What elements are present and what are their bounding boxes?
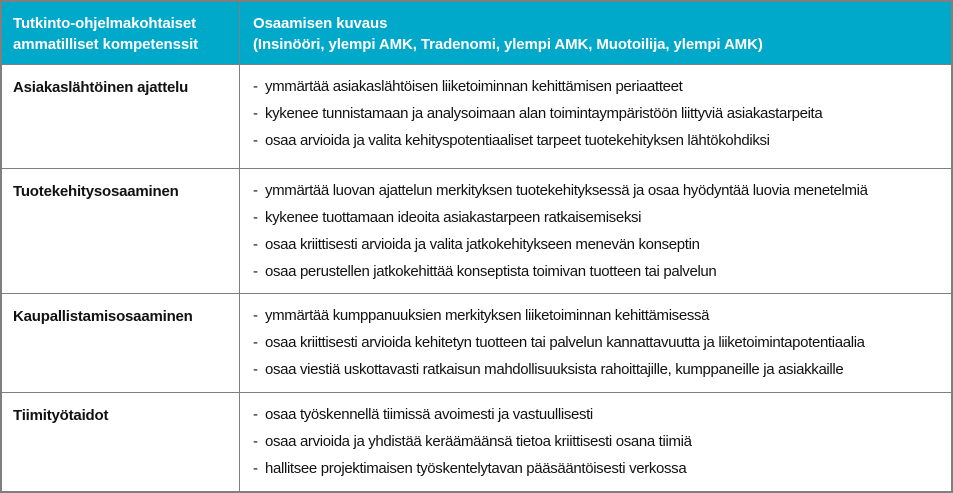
bullet-item [253, 78, 943, 96]
description-cell [240, 393, 951, 491]
header-description-title: Osaamisen kuvaus [253, 15, 388, 32]
table-header-row [2, 2, 951, 64]
bullet-item [253, 209, 943, 227]
bullet-dash: - [253, 460, 258, 477]
bullet-text: osaa työskennellä tiimissä avoimesti ja vastuullisesti [265, 406, 593, 423]
table-row-kaupallistamisosaaminen [2, 293, 951, 392]
bullet-item [253, 105, 943, 123]
bullet-item [253, 433, 943, 451]
bullet-item [253, 307, 943, 325]
table-row-tuotekehitysosaaminen [2, 168, 951, 293]
bullet-text: kykenee tunnistamaan ja analysoimaan alan toimintaympäristöön liittyviä asiakastarpeita [265, 105, 823, 122]
bullet-dash: - [253, 406, 258, 423]
bullet-text: ymmärtää luovan ajattelun merkityksen tuotekehityksessä ja osaa hyödyntää luovia menetelmiä [265, 182, 868, 199]
bullet-text: ymmärtää asiakaslähtöisen liiketoiminnan kehittämisen periaatteet [265, 78, 683, 95]
bullet-dash: - [253, 433, 258, 450]
bullet-item [253, 460, 943, 478]
bullet-item [253, 236, 943, 254]
competence-title: Kaupallistamisosaaminen [13, 308, 193, 325]
header-cell-description [240, 2, 951, 64]
bullet-item [253, 263, 943, 281]
bullet-item [253, 132, 943, 150]
bullet-text: kykenee tuottamaan ideoita asiakastarpeen ratkaisemiseksi [265, 209, 642, 226]
bullet-text: osaa viestiä uskottavasti ratkaisun mahdollisuuksista rahoittajille, kumppaneille ja asiakkaille [265, 361, 844, 378]
description-cell [240, 169, 951, 293]
bullet-dash: - [253, 132, 258, 149]
bullet-dash: - [253, 361, 258, 378]
competence-title: Tiimityötaidot [13, 407, 109, 424]
header-cell-competences [2, 2, 240, 64]
table-row-tiimityotaidot [2, 392, 951, 491]
bullet-dash: - [253, 263, 258, 280]
table-row-asiakaslahtoinen-ajattelu [2, 64, 951, 168]
bullet-dash: - [253, 236, 258, 253]
header-description-subtitle: (Insinööri, ylempi AMK, Tradenomi, ylempi AMK, Muotoilija, ylempi AMK) [253, 36, 763, 53]
bullet-text: osaa perustellen jatkokehittää konseptista toimivan tuotteen tai palvelun [265, 263, 717, 280]
bullet-dash: - [253, 334, 258, 351]
competence-cell [2, 169, 240, 293]
bullet-text: osaa kriittisesti arvioida kehitetyn tuotteen tai palvelun kannattavuutta ja liiketoimintapotentiaalia [265, 334, 865, 351]
bullet-dash: - [253, 78, 258, 95]
bullet-text: osaa arvioida ja valita kehityspotentiaaliset tarpeet tuotekehityksen lähtökohdiksi [265, 132, 770, 149]
bullet-text: osaa kriittisesti arvioida ja valita jatkokehitykseen menevän konseptin [265, 236, 700, 253]
bullet-item [253, 406, 943, 424]
bullet-text: ymmärtää kumppanuuksien merkityksen liiketoiminnan kehittämisessä [265, 307, 710, 324]
competence-cell [2, 65, 240, 168]
competence-cell [2, 294, 240, 392]
bullet-dash: - [253, 105, 258, 122]
description-cell [240, 65, 951, 168]
bullet-dash: - [253, 182, 258, 199]
description-cell [240, 294, 951, 392]
competence-cell [2, 393, 240, 491]
bullet-item [253, 182, 943, 200]
bullet-dash: - [253, 209, 258, 226]
competence-title: Asiakaslähtöinen ajattelu [13, 79, 189, 96]
bullet-item [253, 334, 943, 352]
bullet-item [253, 361, 943, 379]
competence-title: Tuotekehitysosaaminen [13, 183, 179, 200]
bullet-text: osaa arvioida ja yhdistää keräämäänsä tietoa kriittisesti osana tiimiä [265, 433, 692, 450]
bullet-dash: - [253, 307, 258, 324]
header-competences-label: Tutkinto-ohjelmakohtaiset ammatilliset kompetenssit [13, 15, 199, 53]
bullet-text: hallitsee projektimaisen työskentelytavan pääsääntöisesti verkossa [265, 460, 687, 477]
